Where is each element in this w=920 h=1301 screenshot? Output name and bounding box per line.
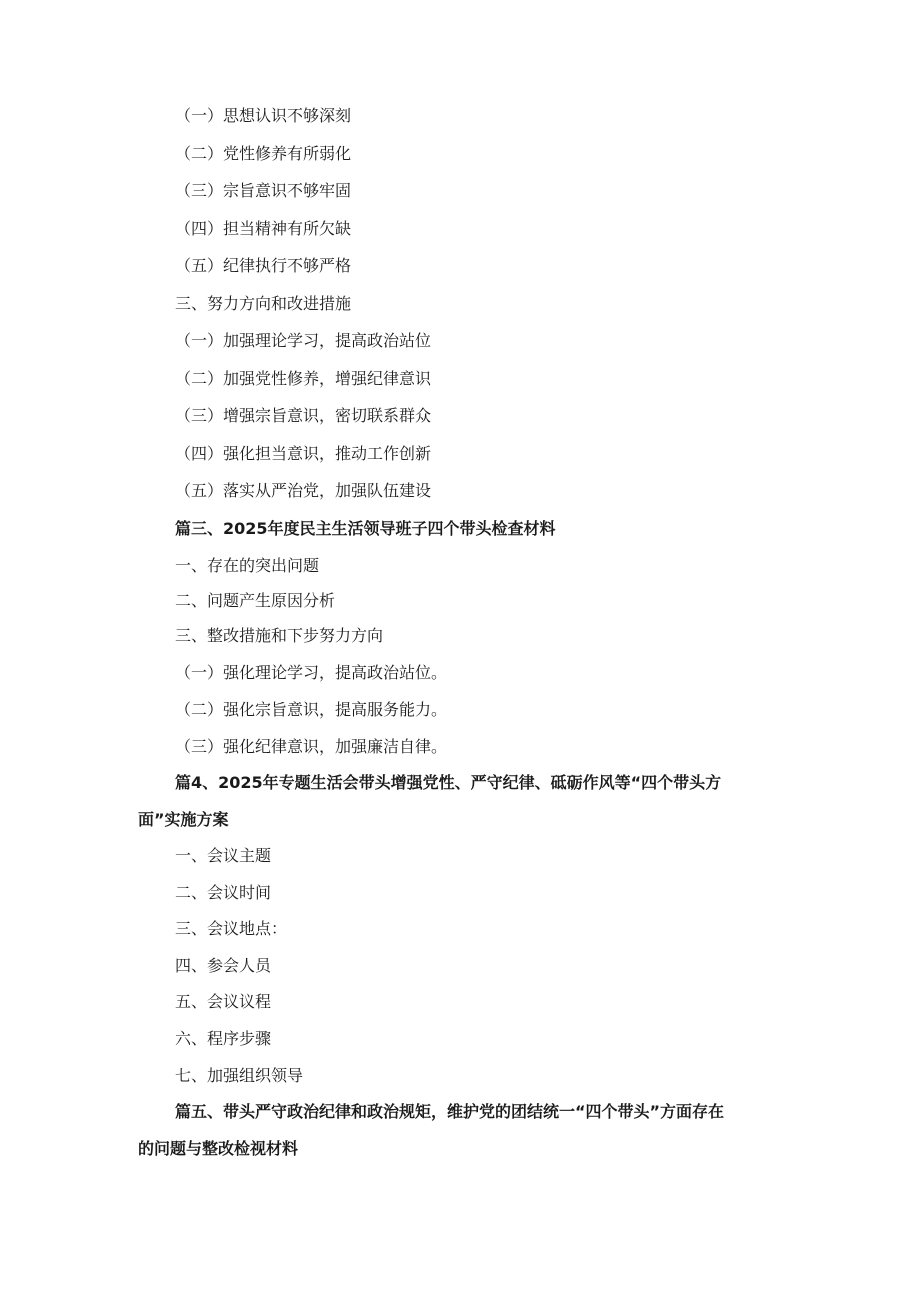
section4-item-3: 三、会议地点：	[175, 919, 288, 938]
section3-subitem-2: （二）强化宗旨意识，提高服务能力。	[175, 700, 448, 719]
section4-item-2: 二、会议时间	[175, 883, 272, 902]
cause-item-3: （三）宗旨意识不够牢固	[175, 181, 352, 200]
cause-item-5: （五）纪律执行不够严格	[175, 256, 352, 275]
measures-heading: 三、努力方向和改进措施	[175, 294, 352, 313]
section3-item-3: 三、整改措施和下步努力方向	[175, 626, 384, 645]
measure-item-4: （四）强化担当意识，推动工作创新	[175, 444, 432, 463]
section4-item-5: 五、会议议程	[175, 992, 272, 1011]
section3-title: 篇三、2025年度民主生活领导班子四个带头检查材料	[175, 519, 556, 538]
section5-title-line1: 篇五、带头严守政治纪律和政治规矩，维护党的团结统一“四个带头”方面存在	[175, 1102, 725, 1121]
cause-item-2: （二）党性修养有所弱化	[175, 144, 352, 163]
section3-subitem-3: （三）强化纪律意识，加强廉洁自律。	[175, 737, 448, 756]
section4-item-1: 一、会议主题	[175, 846, 272, 865]
section4-title-line1: 篇4、2025年专题生活会带头增强党性、严守纪律、砥砺作风等“四个带头方	[175, 773, 722, 792]
cause-item-1: （一）思想认识不够深刻	[175, 106, 352, 125]
section3-item-1: 一、存在的突出问题	[175, 556, 320, 575]
section4-item-6: 六、程序步骤	[175, 1029, 272, 1048]
section5-title-line2: 的问题与整改检视材料	[138, 1139, 299, 1158]
measure-item-2: （二）加强党性修养，增强纪律意识	[175, 369, 432, 388]
section4-title-line2: 面”实施方案	[138, 810, 229, 829]
measure-item-1: （一）加强理论学习，提高政治站位	[175, 331, 432, 350]
section3-item-2: 二、问题产生原因分析	[175, 591, 336, 610]
section3-subitem-1: （一）强化理论学习，提高政治站位。	[175, 663, 448, 682]
section4-item-4: 四、参会人员	[175, 956, 272, 975]
section4-item-7: 七、加强组织领导	[175, 1066, 304, 1085]
cause-item-4: （四）担当精神有所欠缺	[175, 219, 352, 238]
measure-item-3: （三）增强宗旨意识，密切联系群众	[175, 406, 432, 425]
measure-item-5: （五）落实从严治党，加强队伍建设	[175, 481, 432, 500]
